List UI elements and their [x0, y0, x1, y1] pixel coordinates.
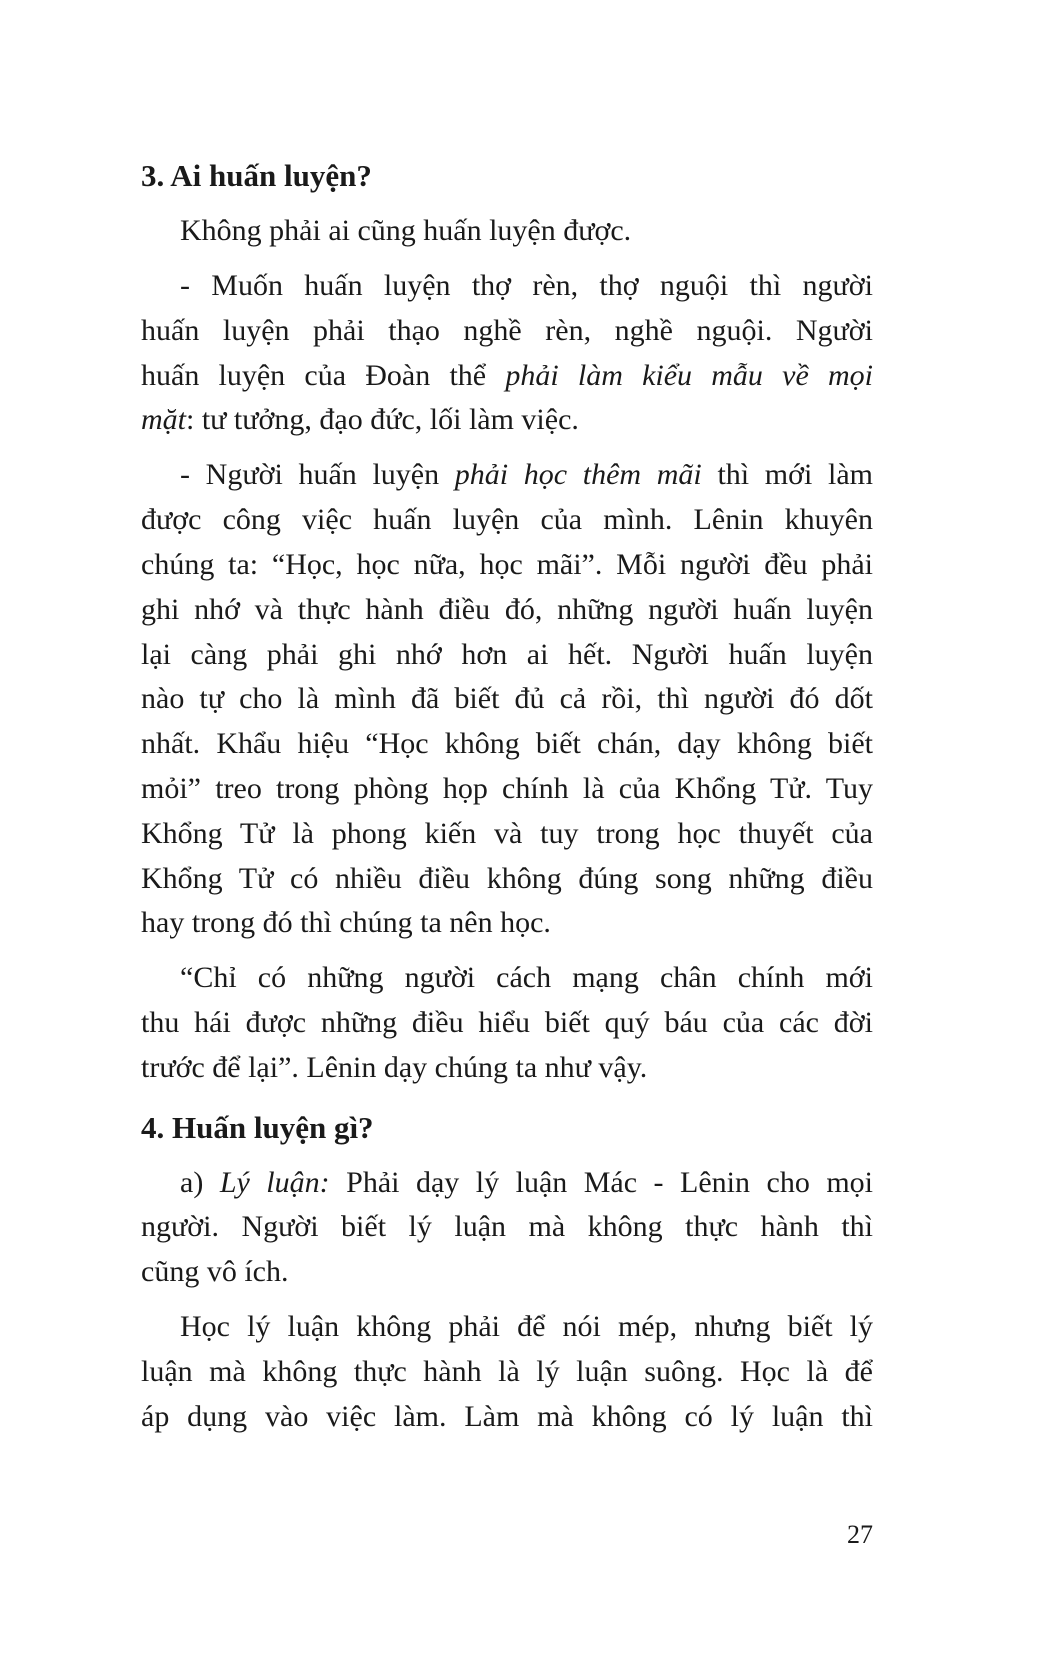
text-line — [141, 677, 873, 722]
text-line — [141, 1395, 873, 1440]
text: hay trong đó thì chúng ta nên học. — [141, 906, 551, 940]
text-line — [141, 398, 873, 443]
text: Học lý luận không phải để nói mép, nhưng biết lý — [180, 1310, 873, 1344]
text-line — [141, 956, 873, 1001]
text-line — [141, 588, 873, 633]
text-line — [141, 543, 873, 588]
paragraph — [141, 956, 873, 1090]
italic-text: Lý luận: — [219, 1165, 330, 1199]
paragraph — [141, 209, 873, 254]
paragraph — [141, 453, 873, 946]
text-line — [141, 453, 873, 498]
text: chúng ta: “Học, học nữa, học mãi”. Mỗi người đều phải — [141, 547, 873, 581]
page-number: 27 — [847, 1520, 873, 1549]
text-line — [141, 498, 873, 543]
text: : tư tưởng, đạo đức, lối làm việc. — [186, 403, 579, 437]
section-heading — [141, 154, 873, 199]
paragraph — [141, 1305, 873, 1439]
text-line — [141, 264, 873, 309]
paragraph — [141, 264, 873, 443]
text: Khổng Tử có nhiều điều không đúng song những điều — [141, 861, 873, 895]
text-line — [141, 812, 873, 857]
text: nào tự cho là mình đã biết đủ cả rồi, thì người đó dốt — [141, 682, 873, 716]
text-line — [141, 1305, 873, 1350]
text: thì mới làm — [701, 458, 873, 492]
text-line — [141, 857, 873, 902]
text-line — [141, 354, 873, 399]
text: trước để lại”. Lênin dạy chúng ta như vậy. — [141, 1050, 648, 1084]
text-line — [141, 1250, 873, 1295]
text: được công việc huấn luyện của mình. Lênin khuyên — [141, 503, 873, 537]
italic-text: phải học thêm mãi — [454, 458, 702, 492]
text-line — [141, 1001, 873, 1046]
text: huấn luyện của Đoàn thể — [141, 358, 506, 392]
text-line — [141, 633, 873, 678]
text-line — [141, 1046, 873, 1091]
text-line — [141, 1161, 873, 1206]
text: “Chỉ có những người cách mạng chân chính mới — [180, 961, 873, 995]
italic-text: phải làm kiểu mẫu về mọi — [505, 358, 873, 392]
text: 4. Huấn luyện gì? — [141, 1109, 374, 1145]
text: ghi nhớ và thực hành điều đó, những người huấn luyện — [141, 592, 873, 626]
text: người. Người biết lý luận mà không thực hành thì — [141, 1210, 873, 1244]
text: - Người huấn luyện — [180, 458, 455, 492]
text: huấn luyện phải thạo nghề rèn, nghề nguội. Người — [141, 313, 873, 347]
text: Khổng Tử là phong kiến và tuy trong học thuyết của — [141, 816, 873, 850]
section-heading — [141, 1106, 873, 1151]
text-line — [141, 1106, 873, 1151]
text-line — [141, 767, 873, 812]
text: Không phải ai cũng huấn luyện được. — [180, 213, 632, 247]
text-line — [141, 722, 873, 767]
text: nhất. Khẩu hiệu “Học không biết chán, dạy không biết — [141, 727, 873, 761]
text-line — [141, 1205, 873, 1250]
text: thu hái được những điều hiểu biết quý báu của các đời — [141, 1006, 873, 1040]
text: cũng vô ích. — [141, 1255, 289, 1289]
text: lại càng phải ghi nhớ hơn ai hết. Người huấn luyện — [141, 637, 873, 671]
text: - Muốn huấn luyện thợ rèn, thợ nguội thì người — [180, 268, 873, 302]
text-line — [141, 901, 873, 946]
text: 3. Ai huấn luyện? — [141, 158, 372, 193]
page-body — [141, 154, 873, 1450]
paragraph — [141, 1161, 873, 1295]
text-line — [141, 154, 873, 199]
text-line — [141, 209, 873, 254]
text: mỏi” treo trong phòng họp chính là của Khổng Tử. Tuy — [141, 771, 873, 805]
text-line — [141, 1350, 873, 1395]
italic-text: mặt — [141, 403, 186, 437]
text: a) — [180, 1165, 220, 1199]
text: áp dụng vào việc làm. Làm mà không có lý luận thì — [141, 1399, 873, 1433]
text: Phải dạy lý luận Mác - Lênin cho mọi — [329, 1165, 873, 1199]
text: luận mà không thực hành là lý luận suông. Học là để — [141, 1355, 873, 1389]
text-line — [141, 309, 873, 354]
